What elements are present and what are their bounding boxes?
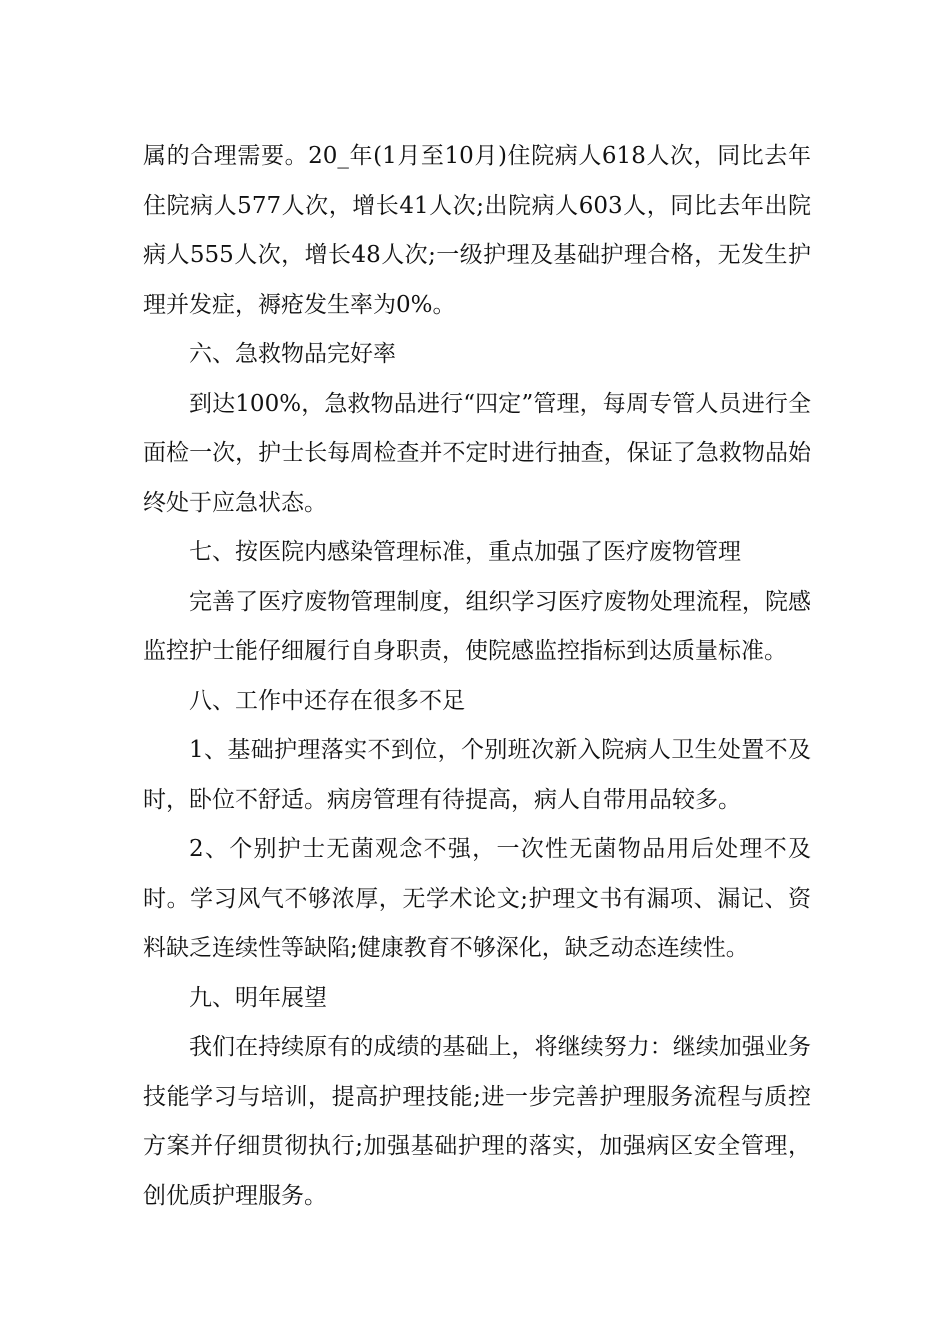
heading-infection-control: 七、按医院内感染管理标准，重点加强了医疗废物管理	[189, 539, 741, 565]
heading-outlook: 九、明年展望	[189, 984, 327, 1011]
paragraph-emergency-supplies: 到达100%，急救物品进行“四定”管理，每周专管人员进行全面检一次，护士长每周检查并不定时进行抽查，保证了急救物品始终处于应急状态。	[143, 390, 811, 516]
paragraph-outlook: 我们在持续原有的成绩的基础上，将继续努力：继续加强业务技能学习与培训，提高护理技能;进一步完善护理服务流程与质控方案并仔细贯彻执行;加强基础护理的落实，加强病区安全管理，创优质护理服务。	[143, 1034, 811, 1209]
paragraph-shortcoming-2: 2、个别护士无菌观念不强，一次性无菌物品用后处理不及时。学习风气不够浓厚，无学术论文;护理文书有漏项、漏记、资料缺乏连续性等缺陷;健康教育不够深化，缺乏动态连续性。	[143, 836, 811, 961]
paragraph-shortcoming-1: 1、基础护理落实不到位，个别班次新入院病人卫生处置不及时，卧位不舒适。病房管理有待提高，病人自带用品较多。	[143, 737, 811, 813]
paragraph-statistics: 属的合理需要。20_年(1月至10月)住院病人618人次，同比去年住院病人577人次，增长41人次;出院病人603人，同比去年出院病人555人次，增长48人次;一级护理及基础护理合格，无发生护理并发症，褥疮发生率为0%。	[143, 143, 811, 318]
document-body	[143, 132, 811, 1221]
heading-emergency-supplies: 六、急救物品完好率	[189, 341, 396, 367]
paragraph-infection-control: 完善了医疗废物管理制度，组织学习医疗废物处理流程，院感监控护士能仔细履行自身职责，使院感监控指标到达质量标准。	[143, 588, 811, 664]
heading-shortcomings: 八、工作中还存在很多不足	[189, 687, 465, 714]
